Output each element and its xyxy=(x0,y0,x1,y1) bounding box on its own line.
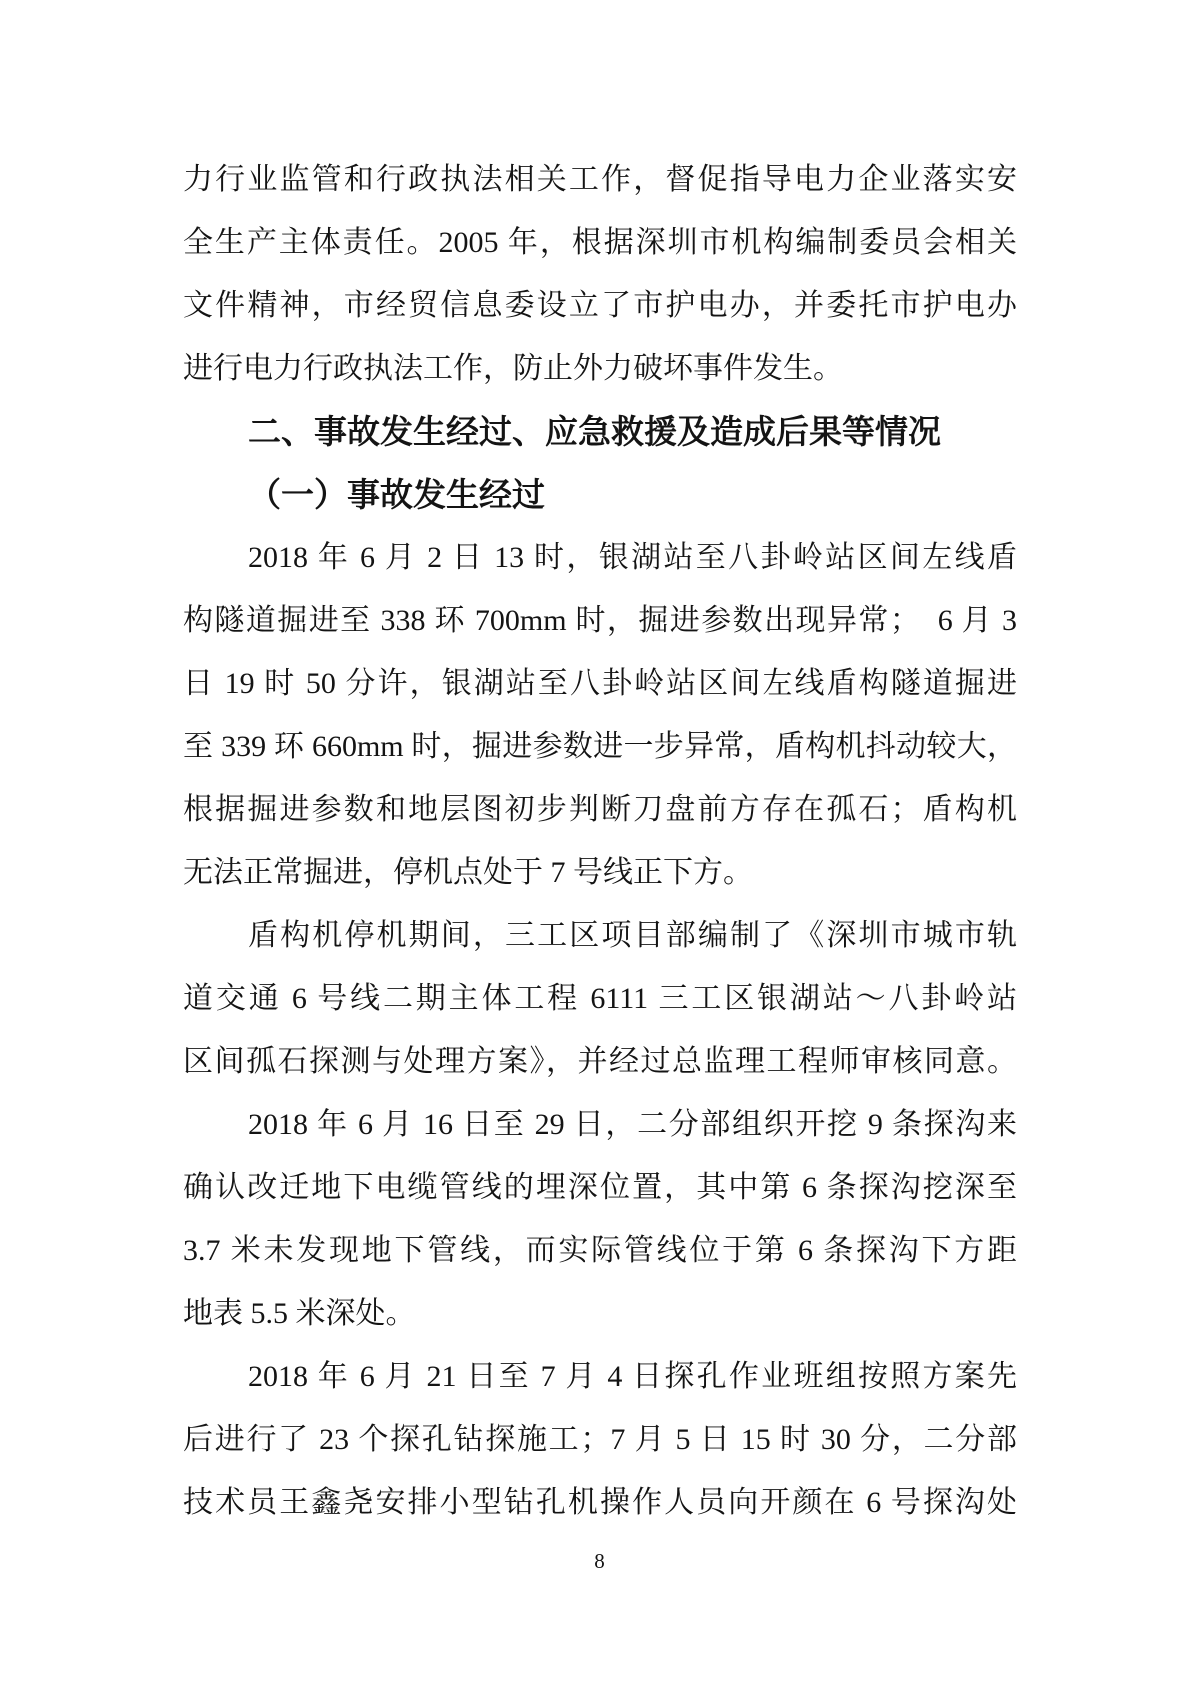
text-line: 进行电力行政执法工作，防止外力破坏事件发生。 xyxy=(183,352,843,385)
page-number: 8 xyxy=(594,1549,605,1573)
text-line: 文件精神，市经贸信息委设立了市护电办，并委托市护电办 xyxy=(183,289,1017,322)
text-line: 后进行了 23 个探孔钻探施工；7 月 5 日 15 时 30 分，二分部 xyxy=(183,1423,1017,1456)
text-line: 构隧道掘进至 338 环 700mm 时，掘进参数出现异常； 6 月 3 xyxy=(183,604,1017,637)
text-line: 无法正常掘进，停机点处于 7 号线正下方。 xyxy=(183,856,753,889)
text-line: 日 19 时 50 分许，银湖站至八卦岭站区间左线盾构隧道掘进 xyxy=(183,667,1017,700)
text-line: 3.7 米未发现地下管线，而实际管线位于第 6 条探沟下方距 xyxy=(183,1234,1017,1267)
text-line: 全生产主体责任。2005 年，根据深圳市机构编制委员会相关 xyxy=(183,226,1017,259)
text-block xyxy=(183,148,1017,1534)
text-line: 2018 年 6 月 2 日 13 时，银湖站至八卦岭站区间左线盾 xyxy=(248,541,1017,574)
heading-line: 二、事故发生经过、应急救援及造成后果等情况 xyxy=(248,413,941,450)
text-line: 2018 年 6 月 16 日至 29 日，二分部组织开挖 9 条探沟来 xyxy=(248,1108,1017,1141)
text-line: 地表 5.5 米深处。 xyxy=(183,1297,416,1330)
text-line: 道交通 6 号线二期主体工程 6111 三工区银湖站～八卦岭站 xyxy=(183,982,1017,1015)
text-line: 根据掘进参数和地层图初步判断刀盘前方存在孤石；盾构机 xyxy=(183,793,1017,826)
text-line: 2018 年 6 月 21 日至 7 月 4 日探孔作业班组按照方案先 xyxy=(248,1360,1017,1393)
text-line: 确认改迁地下电缆管线的埋深位置，其中第 6 条探沟挖深至 xyxy=(183,1171,1017,1204)
text-line: 区间孤石探测与处理方案》，并经过总监理工程师审核同意。 xyxy=(183,1045,1017,1078)
text-line: 盾构机停机期间，三工区项目部编制了《深圳市城市轨 xyxy=(248,919,1017,952)
text-line: 技术员王鑫尧安排小型钻孔机操作人员向开颜在 6 号探沟处 xyxy=(183,1486,1017,1519)
heading-line: （一）事故发生经过 xyxy=(248,476,545,513)
text-line: 至 339 环 660mm 时，掘进参数进一步异常，盾构机抖动较大， xyxy=(183,730,1017,763)
page-footer xyxy=(0,1546,1199,1576)
text-line: 力行业监管和行政执法相关工作，督促指导电力企业落实安 xyxy=(183,163,1017,196)
